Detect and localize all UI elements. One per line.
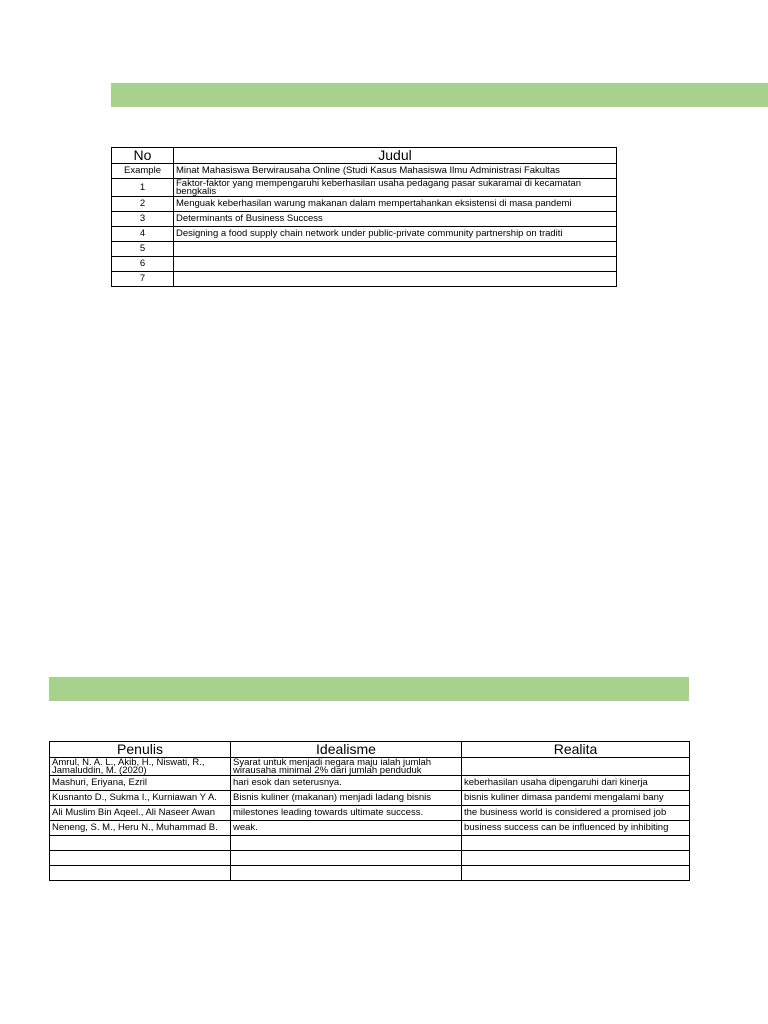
table-row — [50, 791, 690, 806]
idealisme-cell: weak. — [231, 821, 462, 836]
idealisme-cell — [231, 851, 462, 866]
table-row — [50, 758, 690, 776]
realita-cell — [462, 836, 690, 851]
row-number: Example — [112, 164, 174, 179]
author-cell: Amrul, N. A. L., Akib, H., Niswati, R., Jamaluddin, M. (2020) — [50, 758, 231, 776]
row-title: Minat Mahasiswa Berwirausaha Online (Studi Kasus Mahasiswa Ilmu Administrasi Fakultas — [174, 164, 617, 179]
table-row — [112, 179, 617, 197]
row-title — [174, 272, 617, 287]
row-number: 1 — [112, 179, 174, 197]
table-row — [50, 821, 690, 836]
table-row — [112, 212, 617, 227]
row-number: 6 — [112, 257, 174, 272]
row-title: Menguak keberhasilan warung makanan dalam mempertahankan eksistensi di masa pandemi — [174, 197, 617, 212]
table-row — [112, 257, 617, 272]
table-row — [112, 242, 617, 257]
idealisme-cell: Bisnis kuliner (makanan) menjadi ladang bisnis — [231, 791, 462, 806]
penulis-table — [49, 741, 690, 881]
table-header-row — [112, 148, 617, 164]
row-title — [174, 257, 617, 272]
realita-cell — [462, 866, 690, 881]
table-row — [50, 866, 690, 881]
row-number: 7 — [112, 272, 174, 287]
author-cell: Mashuri, Eriyana, Ezril — [50, 776, 231, 791]
realita-cell: business success can be influenced by inhibiting — [462, 821, 690, 836]
row-number: 4 — [112, 227, 174, 242]
table-row — [112, 227, 617, 242]
author-cell: Kusnanto D., Sukma I., Kurniawan Y A. — [50, 791, 231, 806]
table-row — [112, 164, 617, 179]
idealisme-cell: Syarat untuk menjadi negara maju ialah jumlah wirausaha minimal 2% dari jumlah penduduk — [231, 758, 462, 776]
author-cell: Ali Muslim Bin Aqeel., Ali Naseer Awan — [50, 806, 231, 821]
judul-table — [111, 147, 617, 287]
table-row — [50, 836, 690, 851]
idealisme-cell: milestones leading towards ultimate success. — [231, 806, 462, 821]
column-header-penulis: Penulis — [50, 742, 231, 758]
row-title — [174, 242, 617, 257]
row-title: Faktor-faktor yang mempengaruhi keberhasilan usaha pedagang pasar sukaramai di kecamatan bengkalis — [174, 179, 617, 197]
table-row — [50, 851, 690, 866]
idealisme-cell — [231, 866, 462, 881]
section-header-band-bottom — [49, 677, 689, 701]
idealisme-cell: hari esok dan seterusnya. — [231, 776, 462, 791]
column-header-judul: Judul — [174, 148, 617, 164]
row-number: 3 — [112, 212, 174, 227]
column-header-realita: Realita — [462, 742, 690, 758]
row-number: 2 — [112, 197, 174, 212]
table-row — [112, 272, 617, 287]
section-header-band-top — [111, 83, 768, 107]
column-header-no: No — [112, 148, 174, 164]
realita-cell — [462, 758, 690, 776]
table-row — [50, 776, 690, 791]
author-cell: Neneng, S. M., Heru N., Muhammad B. — [50, 821, 231, 836]
author-cell — [50, 836, 231, 851]
realita-cell: keberhasilan usaha dipengaruhi dari kinerja — [462, 776, 690, 791]
table-header-row — [50, 742, 690, 758]
author-cell — [50, 851, 231, 866]
realita-cell — [462, 851, 690, 866]
row-number: 5 — [112, 242, 174, 257]
table-row — [112, 197, 617, 212]
idealisme-cell — [231, 836, 462, 851]
realita-cell: the business world is considered a promised job — [462, 806, 690, 821]
row-title: Determinants of Business Success — [174, 212, 617, 227]
table-row — [50, 806, 690, 821]
column-header-idealisme: Idealisme — [231, 742, 462, 758]
row-title: Designing a food supply chain network under public-private community partnership on traditi — [174, 227, 617, 242]
realita-cell: bisnis kuliner dimasa pandemi mengalami bany — [462, 791, 690, 806]
author-cell — [50, 866, 231, 881]
